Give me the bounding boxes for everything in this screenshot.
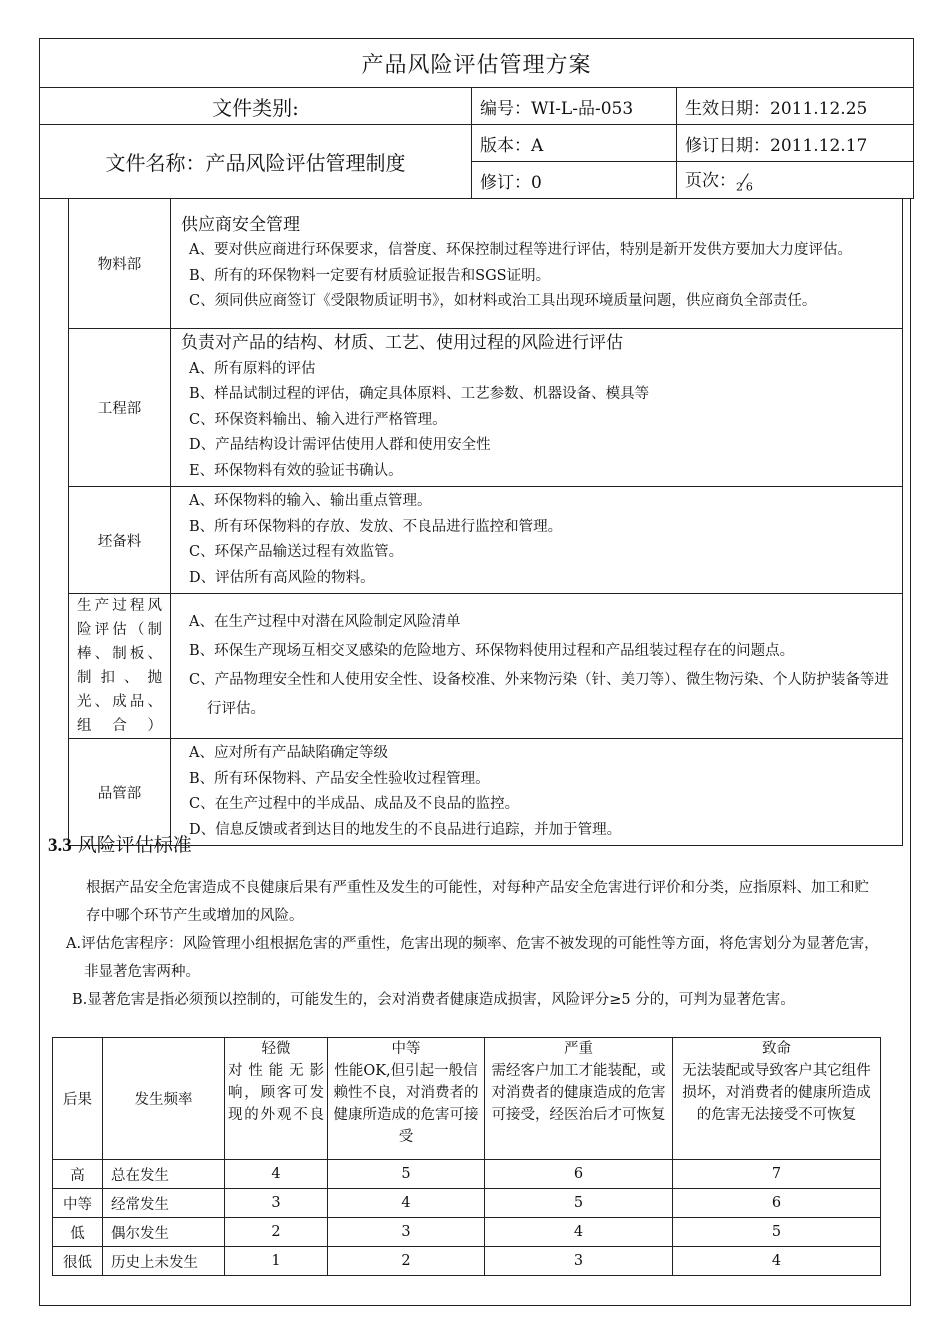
page-number: 页次：$_2⁄_6$ — [677, 162, 914, 199]
score-cell: 4 — [328, 1189, 485, 1218]
dept-item: C、须同供应商签订《受限物质证明书》，如材料或治工具出现环境质量问题，供应商负全部责任。 — [189, 293, 817, 309]
dept-item: A、环保物料的输入、输出重点管理。 — [189, 493, 432, 509]
score-cell: 4 — [673, 1247, 881, 1276]
table-row — [53, 1189, 881, 1218]
dept-item: C、环保资料输出、输入进行严格管理。 — [189, 411, 447, 428]
dept-item: E、环保物料有效的验证书确认。 — [189, 462, 403, 479]
file-category-label: 文件类别: — [40, 88, 472, 125]
score-cell: 3 — [485, 1247, 673, 1276]
dept-item: D、信息反馈或者到达目的地发生的不良品进行追踪，并加于管理。 — [189, 821, 622, 838]
revision: 修订：0 — [472, 162, 677, 199]
score-cell: 4 — [225, 1160, 328, 1189]
table-row — [53, 1247, 881, 1276]
paragraph-b: B.显著危害是指必须预以控制的，可能发生的，会对消费者健康造成损害，风险评分≥5 分的，可判为显著危害。 — [72, 992, 795, 1008]
section-title: 风险评估标准 — [77, 834, 192, 856]
section-heading — [48, 830, 192, 857]
consequence-header: 后果 — [53, 1038, 103, 1160]
dept-item: B、所有环保物料的存放、发放、不良品进行监控和管理。 — [189, 518, 563, 535]
severity-header: 轻微 对性能无影响，顾客可发现的外观不良 — [225, 1038, 328, 1160]
document-number: 编号：WI-L-品-053 — [472, 88, 677, 125]
dept-item: A、在生产过程中对潜在风险制定风险清单 — [189, 614, 461, 630]
dept-name: 品管部 — [69, 739, 171, 846]
effective-date: 生效日期：2011.12.25 — [677, 88, 914, 125]
dept-item: B、所有环保物料、产品安全性验收过程管理。 — [189, 770, 490, 787]
severity-header: 严重 需经客户加工才能装配，或对消费者的健康造成的危害可接受，经医治后才可恢复 — [485, 1038, 673, 1160]
frequency-header: 发生频率 — [103, 1038, 225, 1160]
dept-item: D、产品结构设计需评估使用人群和使用安全性 — [189, 437, 491, 453]
score-cell: 5 — [673, 1218, 881, 1247]
section-number: 3.3 — [48, 835, 72, 856]
dept-item: D、评估所有高风险的物料。 — [189, 569, 375, 586]
department-responsibility-table — [68, 198, 903, 846]
score-cell: 1 — [225, 1247, 328, 1276]
revise-date: 修订日期：2011.12.17 — [677, 125, 914, 162]
dept-item: C、产品物理安全性和人使用安全性、设备校准、外来物污染（针、美刀等）、微生物污染、个人防护装备等进行评估。 — [189, 672, 889, 717]
severity-header: 致命 无法装配或导致客户其它组件损坏，对消费者的健康所造成的危害无法接受不可恢复 — [673, 1038, 881, 1160]
score-cell: 3 — [225, 1189, 328, 1218]
score-cell: 7 — [673, 1160, 881, 1189]
frequency-label: 经常发生 — [103, 1189, 225, 1218]
frequency-label: 偶尔发生 — [103, 1218, 225, 1247]
page-current: 2 — [736, 180, 743, 194]
score-cell: 6 — [673, 1189, 881, 1218]
table-row — [53, 1218, 881, 1247]
dept-content — [171, 199, 903, 329]
likelihood-level: 中等 — [53, 1189, 103, 1218]
score-cell: 2 — [328, 1247, 485, 1276]
score-cell: 3 — [328, 1218, 485, 1247]
score-cell: 4 — [485, 1218, 673, 1247]
paragraph-intro: 根据产品安全危害造成不良健康后果有严重性及发生的可能性，对每种产品安全危害进行评价和分类，应指原料、加工和贮存中哪个环节产生或增加的风险。 — [86, 880, 869, 924]
dept-item: A、应对所有产品缺陷确定等级 — [189, 745, 388, 761]
dept-content — [171, 329, 903, 487]
frequency-label: 总在发生 — [103, 1160, 225, 1189]
dept-row — [69, 594, 903, 739]
dept-item: B、样品试制过程的评估，确定具体原料、工艺参数、机器设备、模具等 — [189, 386, 650, 402]
dept-row — [69, 487, 903, 594]
severity-header: 中等 性能OK,但引起一般信赖性不良，对消费者的健康所造成的危害可接受 — [328, 1038, 485, 1160]
document-title: 产品风险评估管理方案 — [40, 39, 914, 88]
dept-item: A、要对供应商进行环保要求，信誉度、环保控制过程等进行评估，特别是新开发供方要加大力度评估。 — [189, 242, 852, 258]
likelihood-level: 低 — [53, 1218, 103, 1247]
dept-content — [171, 594, 903, 739]
dept-item: C、环保产品输送过程有效监管。 — [189, 544, 404, 560]
dept-content — [171, 739, 903, 846]
dept-row — [69, 329, 903, 487]
dept-row — [69, 739, 903, 846]
dept-lead: 负责对产品的结构、材质、工艺、使用过程的风险进行评估 — [181, 333, 623, 353]
score-cell: 5 — [328, 1160, 485, 1189]
page-total: 6 — [745, 180, 753, 194]
dept-name: 物料部 — [69, 199, 171, 329]
likelihood-level: 很低 — [53, 1247, 103, 1276]
file-name-label: 文件名称：产品风险评估管理制度 — [40, 125, 472, 199]
dept-item: A、所有原料的评估 — [189, 360, 316, 377]
score-cell: 5 — [485, 1189, 673, 1218]
paragraph-a: A.评估危害程序：风险管理小组根据危害的严重性，危害出现的频率、危害不被发现的可能性等方面，将危害划分为显著危害，非显著危害两种。 — [66, 936, 879, 980]
version: 版本：A — [472, 125, 677, 162]
score-cell: 2 — [225, 1218, 328, 1247]
dept-name: 坯备料 — [69, 487, 171, 594]
dept-row — [69, 199, 903, 329]
dept-name: 工程部 — [69, 329, 171, 487]
risk-header-row — [53, 1038, 881, 1160]
dept-item: B、环保生产现场互相交叉感染的危险地方、环保物料使用过程和产品组装过程存在的问题点。 — [189, 643, 795, 659]
dept-name: 生产过程风险评估（制棒、制板、制扣、抛光、成品、组合） — [69, 594, 171, 739]
risk-score-table — [52, 1037, 881, 1276]
document-header — [39, 38, 914, 199]
likelihood-level: 高 — [53, 1160, 103, 1189]
score-cell: 6 — [485, 1160, 673, 1189]
dept-lead: 供应商安全管理 — [181, 214, 300, 235]
dept-item: C、在生产过程中的半成品、成品及不良品的监控。 — [189, 796, 520, 812]
dept-content — [171, 487, 903, 594]
dept-item: B、所有的环保物料一定要有材质验证报告和SGS证明。 — [189, 267, 551, 284]
frequency-label: 历史上未发生 — [103, 1247, 225, 1276]
table-row — [53, 1160, 881, 1189]
